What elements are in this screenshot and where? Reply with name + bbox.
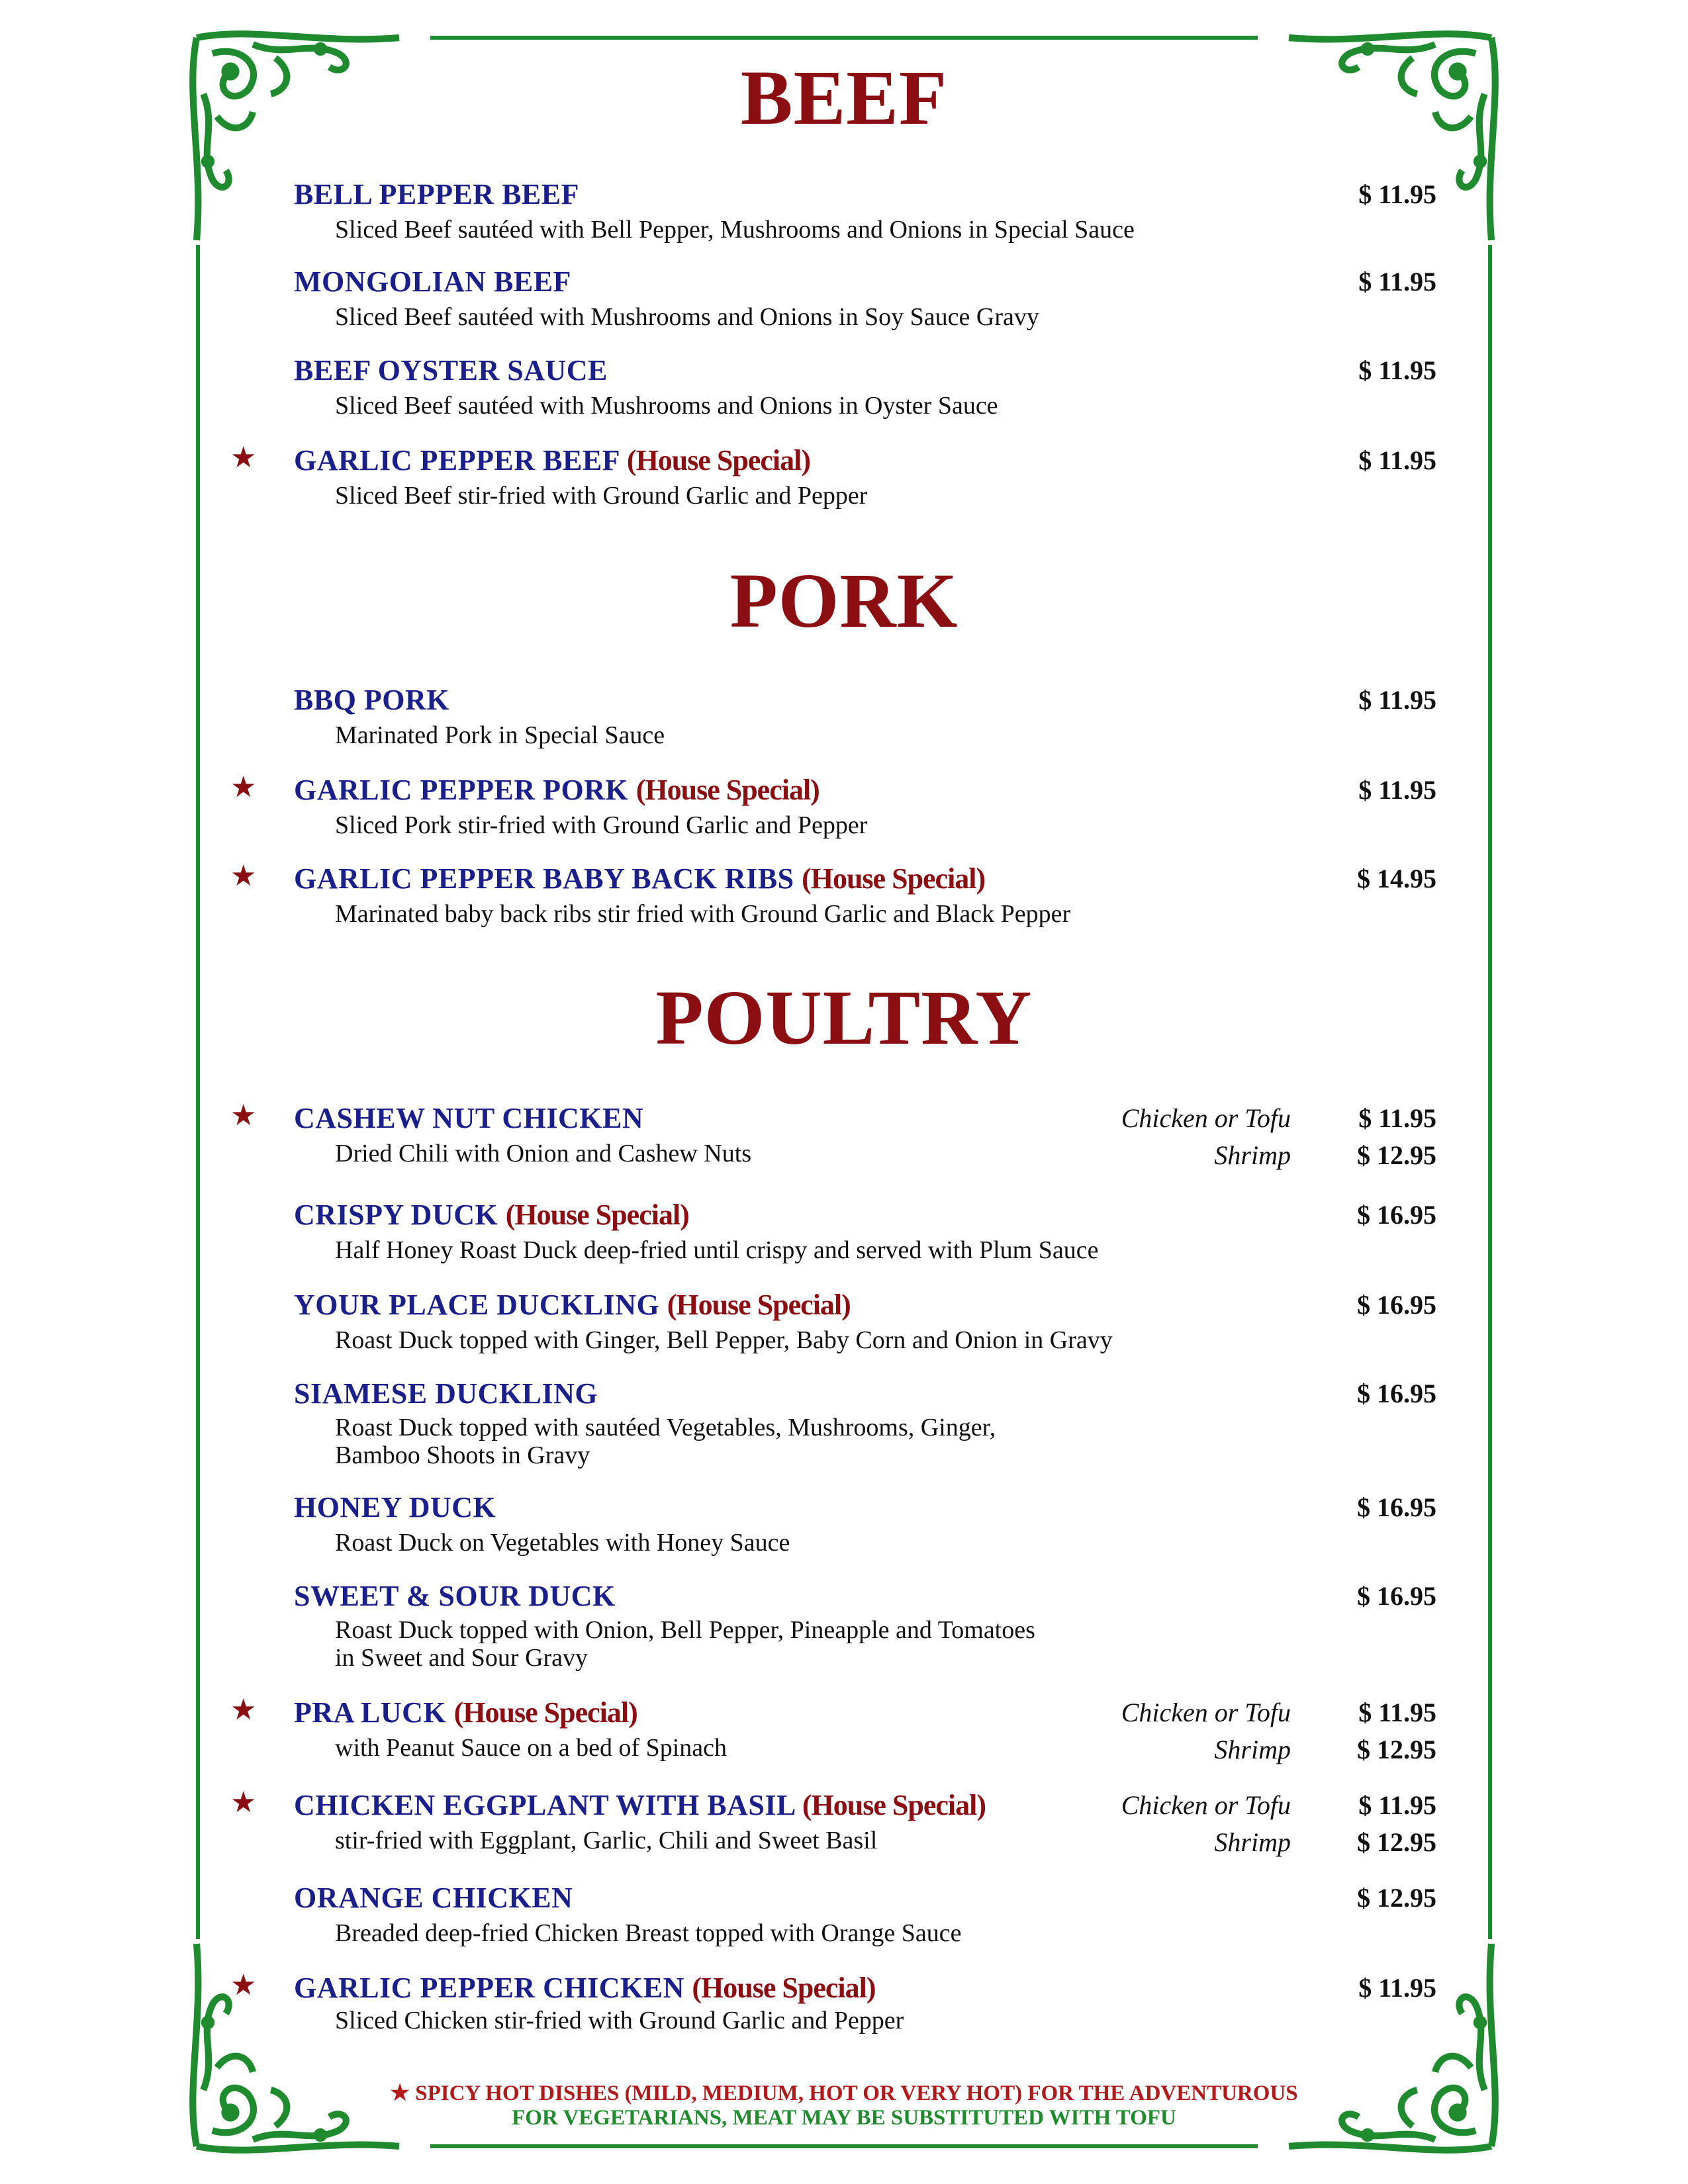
- item-name: GARLIC PEPPER PORK (House Special): [294, 774, 820, 806]
- spicy-star-icon: ★: [230, 1694, 257, 1726]
- house-special-label: (House Special): [802, 862, 986, 895]
- item-name: CASHEW NUT CHICKEN: [294, 1102, 644, 1134]
- item-price: $ 12.95: [1357, 1827, 1436, 1857]
- section-title-poultry: POULTRY: [655, 974, 1033, 1061]
- item-price: $ 16.95: [1357, 1492, 1436, 1522]
- spicy-star-icon: ★: [230, 441, 257, 474]
- section-title-pork: PORK: [729, 557, 959, 644]
- border-bottom: [430, 2144, 1258, 2148]
- item-price: $ 12.95: [1357, 1735, 1436, 1764]
- item-price: $ 11.95: [1358, 1103, 1436, 1133]
- border-left: [196, 245, 200, 1939]
- border-top: [430, 36, 1258, 40]
- house-special-label: (House Special): [453, 1696, 637, 1729]
- item-name: BEEF OYSTER SAUCE: [294, 354, 608, 387]
- item-price: $ 11.95: [1358, 179, 1436, 209]
- item-description: Sliced Beef sautéed with Mushrooms and Onions in Soy Sauce Gravy: [335, 303, 1039, 331]
- house-special-label: (House Special): [626, 444, 811, 477]
- item-description: Half Honey Roast Duck deep-fried until crispy and served with Plum Sauce: [335, 1236, 1099, 1264]
- item-price: $ 11.95: [1358, 355, 1436, 385]
- footer-spicy-note: ★ SPICY HOT DISHES (MILD, MEDIUM, HOT OR VERY HOT) FOR THE ADVENTUROUS: [390, 2081, 1298, 2105]
- item-price: $ 11.95: [1358, 685, 1436, 715]
- item-price: $ 11.95: [1358, 267, 1436, 296]
- item-description: Marinated Pork in Special Sauce: [335, 721, 665, 749]
- option-label: Chicken or Tofu: [1121, 1103, 1291, 1133]
- house-special-label: (House Special): [505, 1199, 689, 1231]
- item-name: HONEY DUCK: [294, 1491, 496, 1524]
- item-description: Roast Duck topped with Onion, Bell Pepper, Pineapple and Tomatoes in Sweet and Sour Gravy: [335, 1616, 1035, 1672]
- option-label: Shrimp: [1214, 1735, 1291, 1764]
- item-name: MONGOLIAN BEEF: [294, 265, 571, 298]
- section-title-beef: BEEF: [740, 54, 948, 141]
- item-description: stir-fried with Eggplant, Garlic, Chili and Sweet Basil: [335, 1827, 878, 1854]
- item-name: SIAMESE DUCKLING: [294, 1377, 598, 1410]
- item-name: GARLIC PEPPER BEEF (House Special): [294, 444, 811, 477]
- item-price: $ 11.95: [1358, 445, 1436, 475]
- spicy-star-icon: ★: [230, 1099, 257, 1132]
- house-special-label: (House Special): [635, 774, 820, 806]
- item-price: $ 12.95: [1357, 1883, 1436, 1913]
- item-description: Sliced Pork stir-fried with Ground Garlic and Pepper: [335, 811, 868, 839]
- item-price: $ 11.95: [1358, 775, 1436, 805]
- item-description: Sliced Chicken stir-fried with Ground Garlic and Pepper: [335, 2007, 904, 2034]
- item-price: $ 16.95: [1357, 1581, 1436, 1611]
- footer-vegetarian-note: FOR VEGETARIANS, MEAT MAY BE SUBSTITUTED WITH TOFU: [512, 2106, 1176, 2130]
- border-right: [1488, 245, 1492, 1939]
- item-name: GARLIC PEPPER CHICKEN (House Special): [294, 1972, 876, 2004]
- option-label: Shrimp: [1214, 1827, 1291, 1857]
- house-special-label: (House Special): [692, 1972, 876, 2004]
- house-special-label: (House Special): [667, 1289, 851, 1321]
- item-price: $ 16.95: [1357, 1379, 1436, 1408]
- spicy-star-icon: ★: [230, 1969, 257, 2001]
- spicy-star-icon: ★: [230, 771, 257, 803]
- item-description: Sliced Beef sautéed with Bell Pepper, Mushrooms and Onions in Special Sauce: [335, 216, 1135, 244]
- option-label: Shrimp: [1214, 1140, 1291, 1170]
- item-description: Dried Chili with Onion and Cashew Nuts: [335, 1140, 752, 1167]
- item-description: Roast Duck topped with sautéed Vegetables, Mushrooms, Ginger, Bamboo Shoots in Gravy: [335, 1414, 996, 1469]
- spicy-star-icon: ★: [390, 2081, 410, 2105]
- item-description: Roast Duck topped with Ginger, Bell Pepper, Baby Corn and Onion in Gravy: [335, 1326, 1113, 1354]
- item-price: $ 12.95: [1357, 1140, 1436, 1170]
- item-price: $ 11.95: [1358, 1973, 1436, 2003]
- item-price: $ 16.95: [1357, 1290, 1436, 1320]
- item-name: SWEET & SOUR DUCK: [294, 1580, 616, 1612]
- item-name: BELL PEPPER BEEF: [294, 178, 579, 210]
- spicy-star-icon: ★: [230, 860, 257, 892]
- item-description: Sliced Beef sautéed with Mushrooms and Onions in Oyster Sauce: [335, 392, 998, 420]
- item-name: BBQ PORK: [294, 684, 450, 716]
- item-description: with Peanut Sauce on a bed of Spinach: [335, 1734, 727, 1762]
- item-description: Breaded deep-fried Chicken Breast topped with Orange Sauce: [335, 1919, 962, 1947]
- item-name: ORANGE CHICKEN: [294, 1882, 573, 1914]
- option-label: Chicken or Tofu: [1121, 1698, 1291, 1727]
- house-special-label: (House Special): [802, 1789, 986, 1821]
- item-price: $ 11.95: [1358, 1698, 1436, 1727]
- item-price: $ 16.95: [1357, 1200, 1436, 1230]
- item-description: Sliced Beef stir-fried with Ground Garlic and Pepper: [335, 482, 868, 510]
- option-label: Chicken or Tofu: [1121, 1790, 1291, 1820]
- spicy-star-icon: ★: [230, 1786, 257, 1819]
- item-price: $ 14.95: [1357, 864, 1436, 893]
- item-description: Roast Duck on Vegetables with Honey Sauce: [335, 1529, 790, 1557]
- item-name: PRA LUCK (House Special): [294, 1696, 637, 1729]
- item-name: GARLIC PEPPER BABY BACK RIBS (House Special): [294, 862, 986, 895]
- item-name: CRISPY DUCK (House Special): [294, 1199, 689, 1231]
- item-name: YOUR PLACE DUCKLING (House Special): [294, 1289, 851, 1321]
- item-price: $ 11.95: [1358, 1790, 1436, 1820]
- item-description: Marinated baby back ribs stir fried with Ground Garlic and Black Pepper: [335, 900, 1071, 928]
- item-name: CHICKEN EGGPLANT WITH BASIL (House Special): [294, 1789, 986, 1821]
